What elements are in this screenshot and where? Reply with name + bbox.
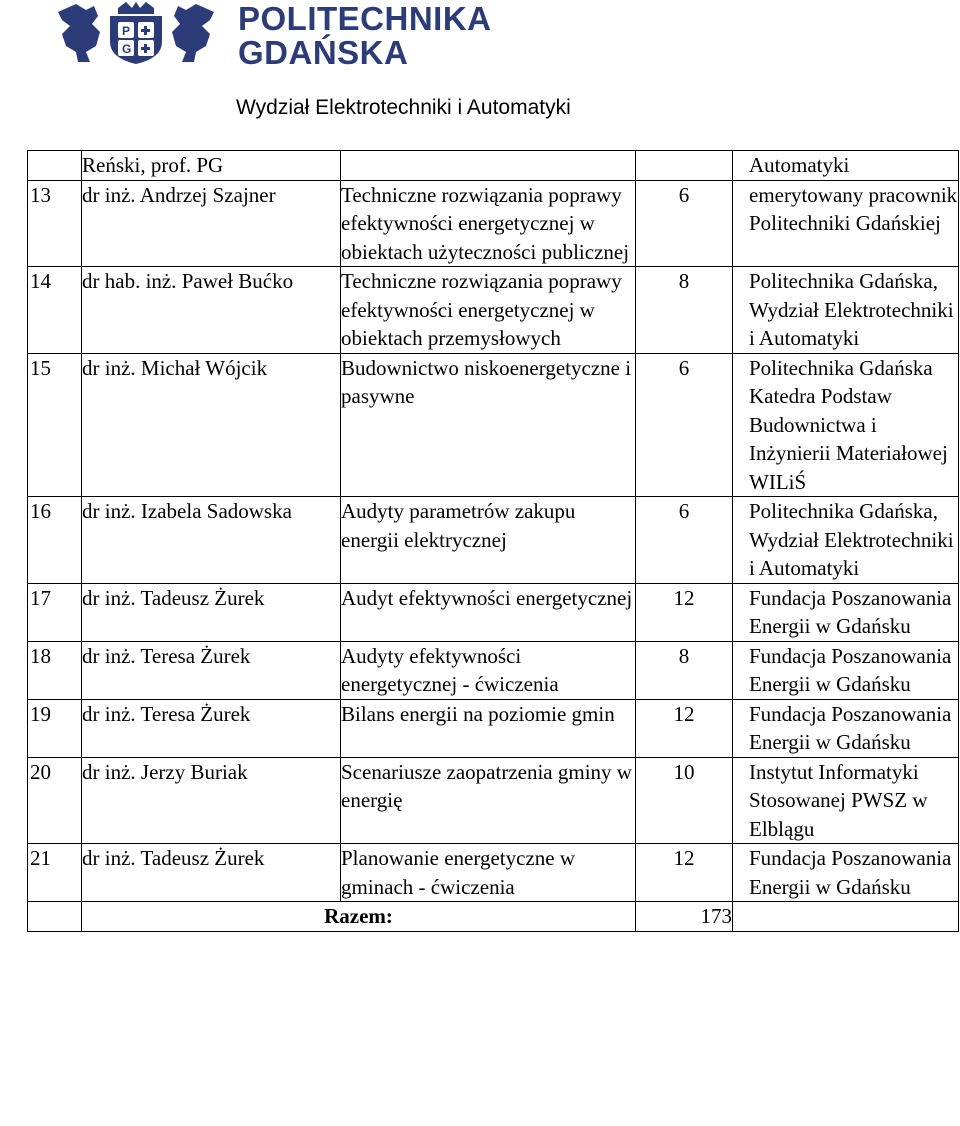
course-topic: Budownictwo niskoenergetyczne i pasywne (341, 355, 632, 408)
cell-lecturer (82, 583, 341, 641)
cell-institution (733, 267, 959, 354)
cell-lecturer (82, 497, 341, 584)
lecturer-name: dr inż. Tadeusz Żurek (82, 585, 265, 610)
cell-lecturer (82, 757, 341, 844)
course-hours: 10 (673, 759, 695, 784)
cell-lecturer (82, 641, 341, 699)
cell-hours (636, 757, 733, 844)
course-hours: 6 (678, 355, 690, 380)
cell-topic (341, 180, 636, 267)
pg-shield-with-griffins-icon (56, 2, 216, 64)
cell-topic (341, 699, 636, 757)
table-row (28, 757, 959, 844)
row-number: 21 (30, 846, 51, 870)
course-topic: Audyt efektywności energetycznej (341, 585, 633, 610)
course-topic: Audyty parametrów zakupu energii elektrycznej (341, 499, 576, 552)
cell-no (28, 180, 82, 267)
cell-no (28, 353, 82, 497)
institution-name: Politechnika Gdańska Katedra Podstaw Budownictwa i Inżynierii Materiałowej WILiŚ (749, 355, 948, 494)
cell-hours (636, 699, 733, 757)
cell-institution (733, 757, 959, 844)
total-hours: 173 (636, 902, 733, 932)
course-topic: Techniczne rozwiązania poprawy efektywności energetycznej w obiektach użyteczności publicznej (341, 182, 630, 264)
cell-institution (733, 497, 959, 584)
table-row (28, 699, 959, 757)
institution-name: Politechnika Gdańska, Wydział Elektrotechniki i Automatyki (749, 269, 954, 350)
row-number: 16 (30, 499, 51, 523)
table-row (28, 267, 959, 354)
course-hours: 12 (673, 846, 695, 870)
cell-hours (636, 844, 733, 902)
cell-no (28, 641, 82, 699)
cell-institution (733, 641, 959, 699)
cell-topic (341, 583, 636, 641)
cell-hours (636, 641, 733, 699)
table-row (28, 180, 959, 267)
total-label: Razem: (82, 902, 636, 932)
cell-no (28, 699, 82, 757)
cell-hours (636, 583, 733, 641)
cell-hours (636, 267, 733, 354)
table-row (28, 844, 959, 902)
courses-table (27, 150, 959, 932)
lecturer-name: dr inż. Teresa Żurek (82, 643, 251, 668)
lecturer-name: Reński, prof. PG (82, 153, 224, 177)
lecturer-name: dr inż. Tadeusz Żurek (82, 846, 265, 870)
row-number: 19 (30, 701, 51, 726)
course-topic: Techniczne rozwiązania poprawy efektywności energetycznej w obiektach przemysłowych (341, 269, 622, 350)
cell-lecturer (82, 699, 341, 757)
course-topic: Scenariusze zaopatrzenia gminy w energię (341, 759, 632, 812)
cell-institution (733, 699, 959, 757)
table-row-partial (28, 151, 959, 181)
institution-name: Automatyki (749, 153, 850, 177)
course-topic: Audyty efektywności energetycznej - ćwiczenia (341, 643, 559, 696)
lecturer-name: dr inż. Teresa Żurek (82, 701, 251, 726)
cell-lecturer (82, 267, 341, 354)
cell-institution (733, 844, 959, 902)
institution-name: Instytut Informatyki Stosowanej PWSZ w Elblągu (749, 759, 928, 841)
institution-name: emerytowany pracownik Politechniki Gdańskiej (749, 182, 958, 235)
course-hours: 8 (678, 643, 690, 668)
cell-no (28, 757, 82, 844)
cell-institution (733, 353, 959, 497)
table-row (28, 353, 959, 497)
institution-name: Fundacja Poszanowania Energii w Gdańsku (749, 585, 952, 638)
course-hours: 8 (678, 269, 690, 293)
row-number: 18 (30, 643, 51, 668)
page-header (0, 0, 960, 140)
cell-institution (733, 180, 959, 267)
cell-topic (341, 757, 636, 844)
table-row (28, 497, 959, 584)
cell-topic (341, 497, 636, 584)
svg-text:P: P (122, 24, 131, 38)
institution-name: Fundacja Poszanowania Energii w Gdańsku (749, 643, 952, 696)
course-hours: 6 (678, 499, 690, 523)
cell-hours (636, 151, 733, 181)
table-row (28, 641, 959, 699)
cell-no (28, 844, 82, 902)
institution-name: Fundacja Poszanowania Energii w Gdańsku (749, 701, 952, 754)
course-hours: 6 (678, 182, 690, 207)
institution-name: Politechnika Gdańska, Wydział Elektrotechniki i Automatyki (749, 499, 954, 580)
row-number: 14 (30, 269, 51, 293)
cell-hours (636, 353, 733, 497)
university-name (238, 2, 492, 70)
cell-topic (341, 844, 636, 902)
cell-no (28, 151, 82, 181)
cell-lecturer (82, 151, 341, 181)
course-topic: Planowanie energetyczne w gminach - ćwiczenia (341, 846, 576, 899)
cell-topic (341, 151, 636, 181)
table-row (28, 583, 959, 641)
institution-name: Fundacja Poszanowania Energii w Gdańsku (749, 846, 952, 899)
course-hours: 12 (673, 585, 695, 610)
cell-lecturer (82, 180, 341, 267)
cell-institution (733, 151, 959, 181)
cell-no (28, 497, 82, 584)
cell-no (28, 267, 82, 354)
department-name: Wydział Elektrotechniki i Automatyki (236, 96, 571, 119)
row-number: 20 (30, 759, 51, 784)
lecturer-name: dr inż. Andrzej Szajner (82, 182, 276, 207)
cell-topic (341, 641, 636, 699)
course-hours: 12 (673, 701, 695, 726)
cell-topic (341, 267, 636, 354)
cell-lecturer (82, 844, 341, 902)
total-row (28, 902, 959, 932)
course-topic: Bilans energii na poziomie gmin (341, 701, 615, 726)
lecturer-name: dr hab. inż. Paweł Bućko (82, 269, 294, 293)
lecturer-name: dr inż. Michał Wójcik (82, 355, 268, 380)
row-number: 17 (30, 585, 51, 610)
svg-text:G: G (122, 42, 132, 56)
lecturer-name: dr inż. Jerzy Buriak (82, 759, 248, 784)
university-name-line2: GDAŃSKA (238, 34, 409, 71)
row-number: 15 (30, 355, 51, 380)
cell-lecturer (82, 353, 341, 497)
cell-hours (636, 180, 733, 267)
cell-no (28, 583, 82, 641)
cell-institution (733, 583, 959, 641)
cell-hours (636, 497, 733, 584)
university-name-line1: POLITECHNIKA (238, 0, 492, 37)
row-number: 13 (30, 182, 51, 207)
lecturer-name: dr inż. Izabela Sadowska (82, 499, 292, 523)
cell-topic (341, 353, 636, 497)
